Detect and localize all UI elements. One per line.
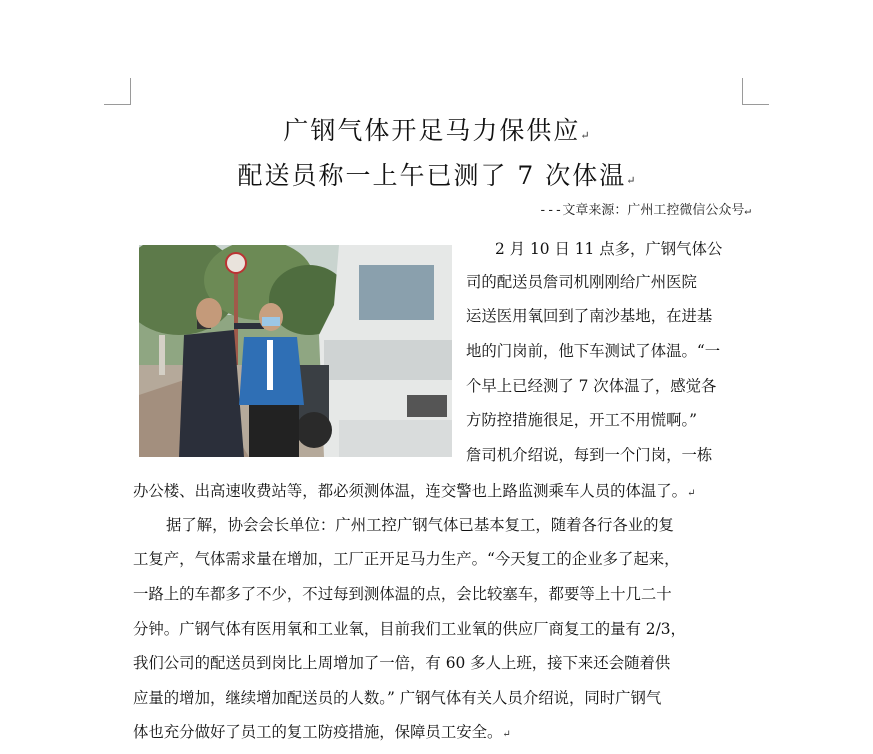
paragraph-2-line: 应量的增加，继续增加配送员的人数。” 广钢气体有关人员介绍说，同时广钢气 — [133, 689, 662, 707]
paragraph-2-line-final — [133, 720, 511, 742]
title-text: 配送员称一上午已测了 7 次体温 — [237, 161, 627, 190]
paragraph-mark-icon: ↵ — [687, 488, 696, 499]
paragraph-2-line: 体也充分做好了员工的复工防疫措施，保障员工安全。 — [133, 723, 503, 741]
paragraph-mark-icon: ↵ — [626, 174, 636, 187]
paragraph-mark-icon: ↵ — [744, 204, 751, 217]
paragraph-1-line: 运送医用氧回到了南沙基地，在进基 — [466, 307, 713, 325]
photo-illustration — [139, 245, 452, 457]
article-photo — [139, 245, 452, 457]
page-margin-corner-top-left — [104, 78, 131, 105]
article-source — [539, 199, 751, 218]
article-title-line-1 — [0, 111, 873, 147]
title-text: 广钢气体开足马力保供应 — [283, 116, 581, 145]
paragraph-1-line: 2 月 10 日 11 点多，广钢气体公 — [495, 240, 723, 258]
paragraph-1-line-final — [133, 479, 695, 501]
paragraph-1-line: 方防控措施很足，开工不用慌啊。” — [466, 411, 698, 429]
paragraph-1-line: 詹司机介绍说，每到一个门岗，一栋 — [466, 446, 713, 464]
paragraph-1-line: 司的配送员詹司机刚刚给广州医院 — [466, 273, 697, 291]
paragraph-2-line: 我们公司的配送员到岗比上周增加了一倍，有 60 多人上班，接下来还会随着供 — [133, 654, 671, 672]
article-title-line-2 — [0, 156, 873, 192]
paragraph-2-line: 据了解，协会会长单位：广州工控广钢气体已基本复工，随着各行各业的复 — [166, 516, 674, 534]
paragraph-1-line: 个早上已经测了 7 次体温了，感觉各 — [466, 377, 717, 395]
source-text: ---文章来源：广州工控微信公众号 — [538, 203, 745, 218]
paragraph-2-line: 一路上的车都多了不少，不过每到测体温的点，会比较塞车，都要等上十几二十 — [133, 585, 672, 603]
paragraph-mark-icon: ↵ — [502, 729, 511, 740]
paragraph-mark-icon: ↵ — [580, 129, 590, 142]
paragraph-1-line: 办公楼、出高速收费站等，都必须测体温，连交警也上路监测乘车人员的体温了。 — [133, 482, 688, 500]
paragraph-2-line: 工复产，气体需求量在增加，工厂正开足马力生产。“今天复工的企业多了起来， — [133, 550, 680, 568]
paragraph-2-line: 分钟。广钢气体有医用氧和工业氧，目前我们工业氧的供应厂商复工的量有 2/3， — [133, 620, 686, 638]
page-margin-corner-top-right — [742, 78, 769, 105]
paragraph-1-line: 地的门岗前，他下车测试了体温。“一 — [466, 342, 721, 360]
